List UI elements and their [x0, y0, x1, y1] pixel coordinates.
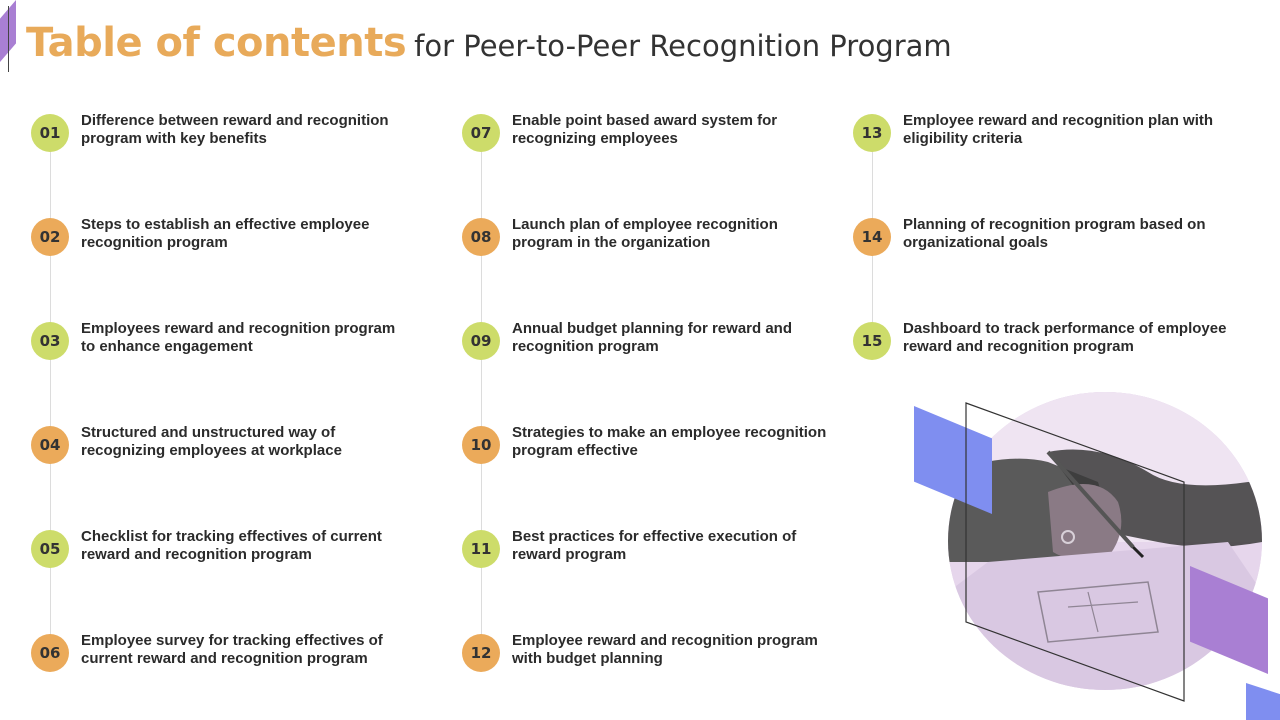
- toc-item-label: Best practices for effective execution of reward program: [512, 528, 797, 563]
- toc-item-number: 12: [462, 634, 500, 672]
- toc-item-label: Difference between reward and recognition program with key benefits: [81, 112, 389, 147]
- toc-item-number: 10: [462, 426, 500, 464]
- toc-item-label: Structured and unstructured way of recognizing employees at workplace: [81, 424, 342, 459]
- toc-item-number: 06: [31, 634, 69, 672]
- toc-item-label: Employee reward and recognition program with budget planning: [512, 632, 818, 667]
- toc-item-number: 14: [853, 218, 891, 256]
- toc-item[interactable]: [853, 208, 1233, 288]
- toc-item-label: Dashboard to track performance of employee reward and recognition program: [903, 320, 1227, 355]
- toc-item[interactable]: [462, 520, 842, 600]
- toc-item[interactable]: [31, 624, 411, 704]
- toc-item[interactable]: [853, 312, 1233, 392]
- toc-item-label: Enable point based award system for recognizing employees: [512, 112, 778, 147]
- page-title: [26, 20, 952, 66]
- toc-item-label: Employees reward and recognition program to enhance engagement: [81, 320, 396, 355]
- toc-item-number: 09: [462, 322, 500, 360]
- title-subtitle: for Peer-to-Peer Recognition Program: [414, 29, 952, 63]
- toc-item[interactable]: [31, 416, 411, 496]
- toc-item-number: 05: [31, 530, 69, 568]
- toc-item-number: 03: [31, 322, 69, 360]
- toc-item-number: 11: [462, 530, 500, 568]
- toc-item-label: Employee reward and recognition plan with eligibility criteria: [903, 112, 1214, 147]
- toc-item-label: Steps to establish an effective employee recognition program: [81, 216, 370, 251]
- toc-item-number: 07: [462, 114, 500, 152]
- toc-item-label: Launch plan of employee recognition program in the organization: [512, 216, 778, 251]
- toc-column-2: [462, 104, 842, 704]
- toc-item-number: 15: [853, 322, 891, 360]
- toc-item-number: 08: [462, 218, 500, 256]
- toc-item-label: Employee survey for tracking effectives of current reward and recognition program: [81, 632, 383, 667]
- toc-item-number: 04: [31, 426, 69, 464]
- toc-item-label: Checklist for tracking effectives of current reward and recognition program: [81, 528, 382, 563]
- toc-item[interactable]: [462, 416, 842, 496]
- toc-item[interactable]: [31, 312, 411, 392]
- toc-item-number: 13: [853, 114, 891, 152]
- toc-item[interactable]: [31, 520, 411, 600]
- toc-item[interactable]: [462, 104, 842, 184]
- toc-item[interactable]: [853, 104, 1233, 184]
- toc-item[interactable]: [462, 312, 842, 392]
- decorative-parallelogram-outline: [965, 402, 1185, 702]
- toc-item[interactable]: [462, 624, 842, 704]
- photo-area: [900, 392, 1280, 720]
- toc-item-label: Annual budget planning for reward and recognition program: [512, 320, 792, 355]
- toc-item-label: Planning of recognition program based on organizational goals: [903, 216, 1206, 251]
- toc-item[interactable]: [31, 208, 411, 288]
- toc-item[interactable]: [31, 104, 411, 184]
- toc-item-label: Strategies to make an employee recognition program effective: [512, 424, 827, 459]
- toc-item-number: 02: [31, 218, 69, 256]
- decorative-line-top-left: [8, 6, 9, 72]
- title-main: Table of contents: [26, 20, 407, 66]
- toc-item-number: 01: [31, 114, 69, 152]
- toc-column-1: [31, 104, 411, 704]
- toc-item[interactable]: [462, 208, 842, 288]
